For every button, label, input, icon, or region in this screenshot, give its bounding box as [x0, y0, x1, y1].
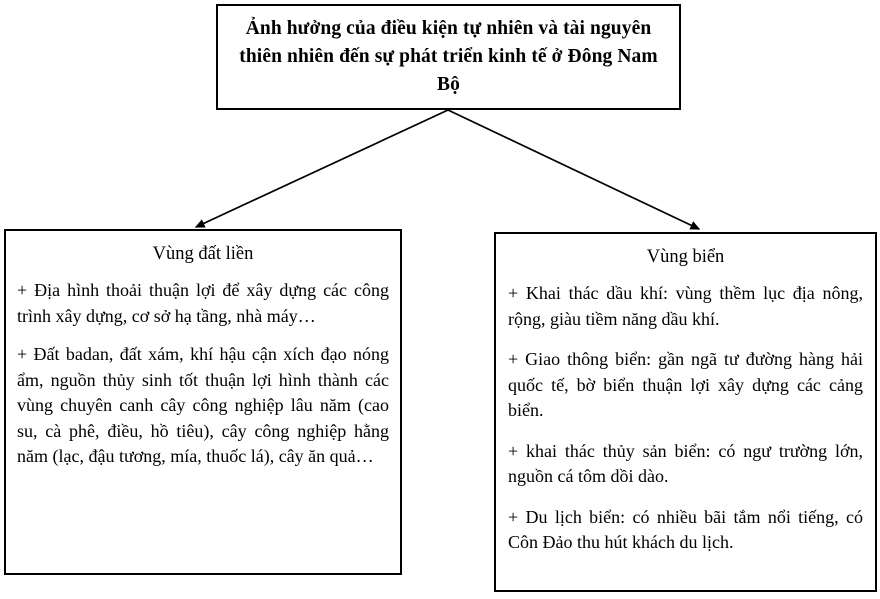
branch-body-seaside [508, 281, 863, 556]
branch-point: + Khai thác dầu khí: vùng thềm lục địa nông, rộng, giàu tiềm năng dầu khí. [508, 283, 863, 329]
root-node-box [216, 4, 681, 110]
branch-point: + Đất badan, đất xám, khí hậu cận xích đạo nóng ẩm, nguồn thủy sinh tốt thuận lợi hình thành các vùng chuyên canh cây công nghiệp lâu năm (cao su, cà phê, điều, hồ tiêu), cây công nghiệp hằng năm (lạc, đậu tương, mía, thuốc lá), cây ăn quả… [17, 344, 389, 466]
branch-heading-seaside: Vùng biển [646, 247, 725, 267]
branch-point: + Địa hình thoải thuận lợi để xây dựng các công trình xây dựng, cơ sở hạ tầng, nhà máy… [17, 280, 389, 326]
branch-point: + khai thác thủy sản biển: có ngư trường lớn, nguồn cá tôm dồi dào. [508, 440, 863, 486]
branch-body-landside [17, 278, 389, 470]
root-node-title: Ảnh hưởng của điều kiện tự nhiên và tài nguyên thiên nhiên đến sự phát triển kinh tế ở Đông Nam Bộ [239, 18, 658, 95]
arrow-to-seaside [448, 110, 699, 229]
arrow-to-landside [196, 110, 448, 227]
branch-node-seaside [494, 232, 877, 592]
branch-point: + Du lịch biển: có nhiều bãi tắm nổi tiếng, có Côn Đảo thu hút khách du lịch. [508, 506, 863, 552]
branch-point: + Giao thông biển: gần ngã tư đường hàng hải quốc tế, bờ biển thuận lợi xây dựng các cảng biển. [508, 349, 863, 420]
branch-heading-landside: Vùng đất liền [152, 244, 254, 264]
branch-node-landside [4, 229, 402, 575]
